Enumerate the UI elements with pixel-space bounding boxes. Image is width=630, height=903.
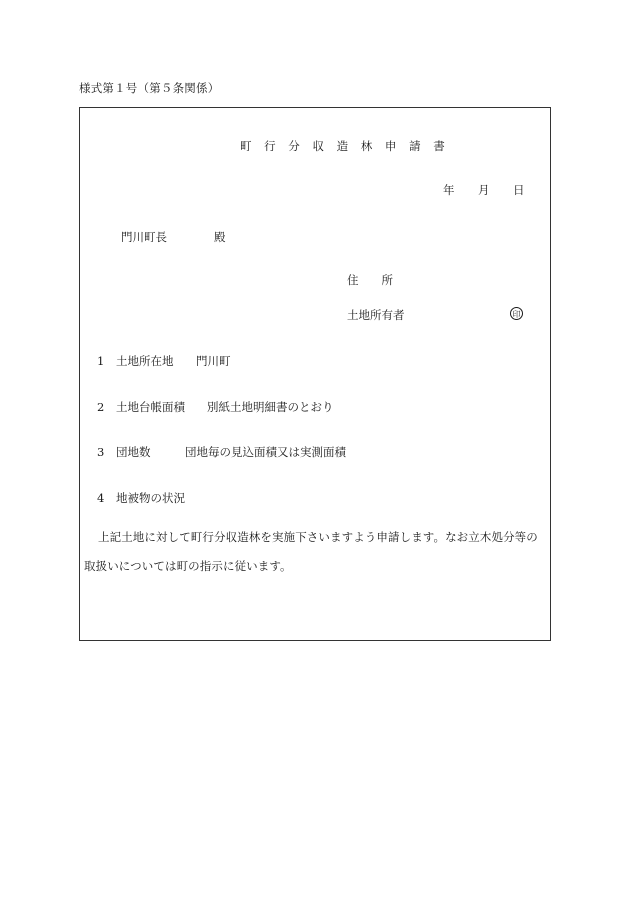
item-value: 別紙土地明細書のとおり: [207, 400, 334, 414]
item-label: 土地所在地: [116, 354, 174, 368]
date-year-label: 年: [443, 183, 455, 197]
item-label: 地被物の状況: [116, 491, 185, 505]
item-label: 土地台帳面積: [116, 400, 185, 414]
addressee-honorific: 殿: [214, 230, 226, 244]
form-id: 様式第１号（第５条関係）: [79, 81, 220, 95]
item-number: 3: [97, 445, 105, 459]
application-statement: 上記土地に対して町行分収造林を実施下さいますよう申請します。なお立木処分等の取扱いについては町の指示に従います。: [84, 530, 538, 573]
item-label: 団地数: [116, 445, 151, 459]
addressee-name: 門川町長: [121, 230, 167, 244]
item-value: 門川町: [196, 354, 231, 368]
item-value: 団地毎の見込面積又は実測面積: [185, 445, 346, 459]
seal-mark: 印: [510, 307, 523, 320]
date-day-label: 日: [513, 183, 525, 197]
item-number: 1: [97, 354, 105, 368]
landowner-label: 土地所有者: [347, 308, 405, 322]
item-number: 2: [97, 400, 105, 414]
address-label: 住 所: [347, 273, 393, 287]
application-form: [79, 107, 551, 641]
item-number: 4: [97, 491, 105, 505]
form-title: 町 行 分 収 造 林 申 請 書: [240, 139, 450, 153]
date-month-label: 月: [478, 183, 490, 197]
